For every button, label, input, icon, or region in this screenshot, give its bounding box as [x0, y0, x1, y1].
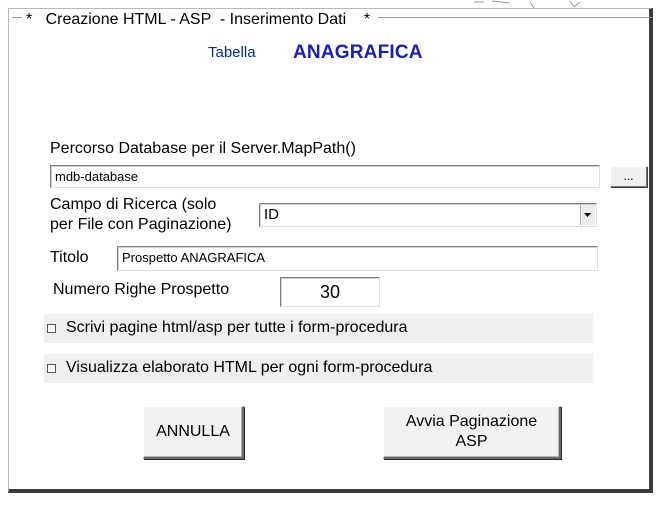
campo-label-line1: Campo di Ricerca (solo	[50, 196, 217, 213]
dialog-title: * Creazione HTML - ASP - Inserimento Dati *	[22, 10, 378, 30]
browse-button[interactable]: ...	[610, 166, 647, 187]
table-name: ANAGRAFICA	[293, 42, 423, 63]
write-pages-row[interactable]	[44, 314, 593, 343]
search-field-combobox[interactable]	[259, 203, 597, 227]
start-pagination-label-line1: Avvia Paginazione	[405, 413, 538, 430]
titolo-label: Titolo	[50, 249, 89, 266]
cancel-button[interactable]	[143, 406, 244, 459]
show-html-label[interactable]: Visualizza elaborato HTML per ogni form-procedura	[66, 359, 433, 376]
show-html-checkbox[interactable]	[47, 364, 56, 373]
righe-label: Numero Righe Prospetto	[53, 281, 230, 298]
chevron-down-icon[interactable]	[580, 205, 595, 225]
search-field-value: ID	[264, 206, 279, 223]
write-pages-label[interactable]: Scrivi pagine html/asp per tutte i form-procedura	[66, 319, 408, 336]
write-pages-checkbox[interactable]	[47, 324, 56, 333]
title-input[interactable]: Prospetto ANAGRAFICA	[117, 246, 598, 271]
database-path-input[interactable]: mdb-database	[50, 165, 600, 188]
tabella-label: Tabella	[208, 44, 256, 61]
percorso-label: Percorso Database per il Server.MapPath()	[50, 140, 356, 157]
background-fragment	[470, 0, 600, 10]
rows-count-input[interactable]: 30	[280, 277, 380, 307]
show-html-row[interactable]	[44, 354, 593, 383]
cancel-button-label: ANNULLA	[156, 423, 230, 440]
campo-label-line2: per File con Paginazione)	[50, 216, 232, 233]
start-pagination-label-line2: ASP	[455, 433, 488, 450]
start-pagination-button[interactable]	[383, 406, 561, 459]
